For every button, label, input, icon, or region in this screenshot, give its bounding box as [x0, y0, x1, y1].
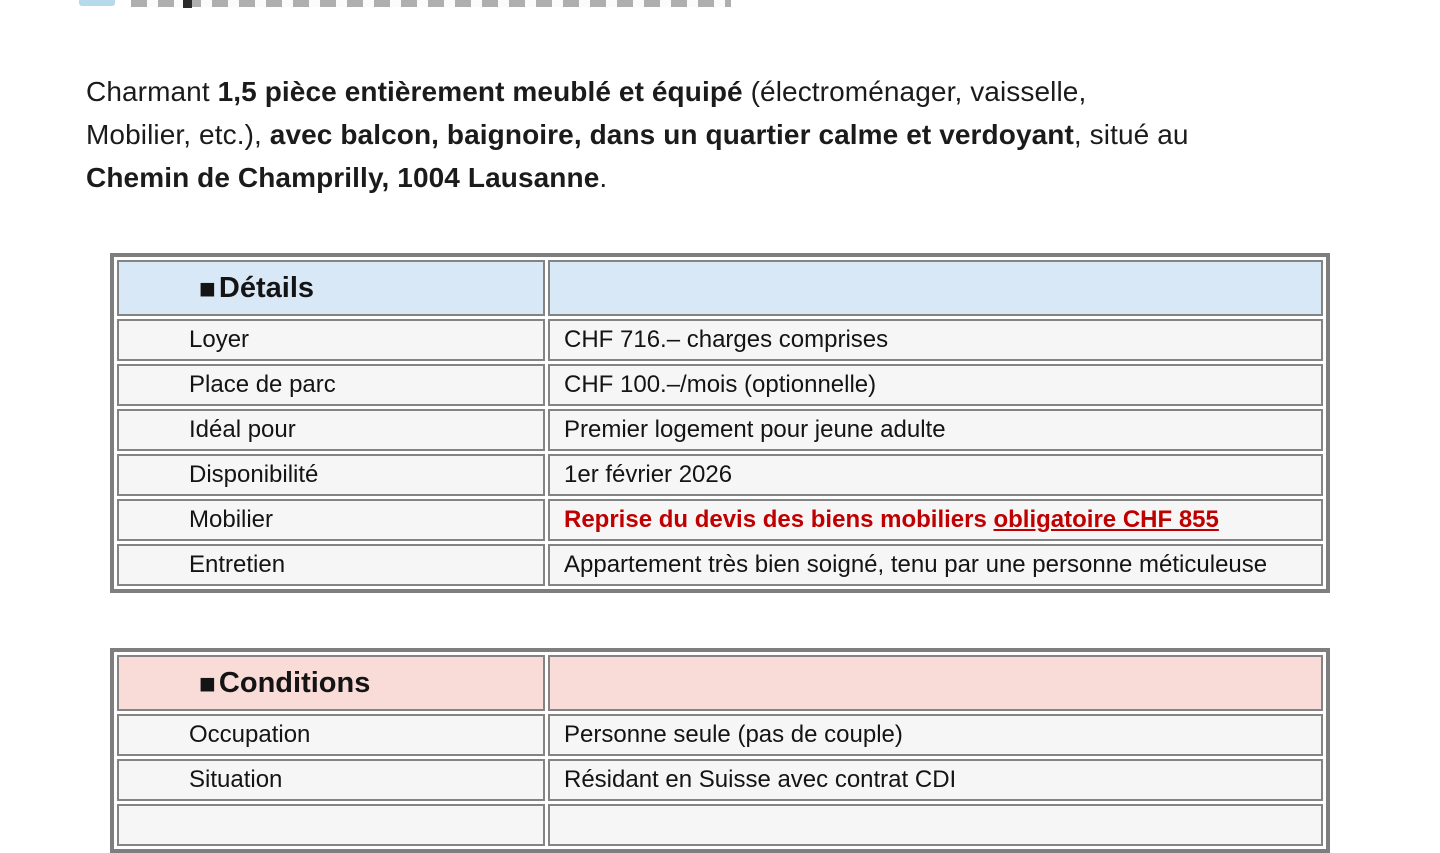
table-row [117, 319, 1323, 361]
row-label: Mobilier [117, 499, 545, 541]
details-table [110, 253, 1330, 593]
conditions-header-cell [117, 655, 545, 711]
description-segment: (électroménager, vaisselle, [742, 76, 1087, 107]
conditions-table [110, 648, 1330, 853]
row-value: Appartement très bien soigné, tenu par une personne méticuleuse [548, 544, 1323, 586]
row-value-warning [548, 499, 1323, 541]
details-header-empty-cell [548, 260, 1323, 316]
row-value: CHF 716.– charges comprises [548, 319, 1323, 361]
details-header-cell [117, 260, 545, 316]
address-text: Chemin de Champrilly, 1004 Lausanne [86, 162, 600, 193]
row-value: Premier logement pour jeune adulte [548, 409, 1323, 451]
warning-underlined-text: obligatoire CHF 855 [993, 506, 1219, 533]
row-value: Personne seule (pas de couple) [548, 714, 1323, 756]
table-row [117, 409, 1323, 451]
row-label: Place de parc [117, 364, 545, 406]
description-segment: , situé au [1073, 119, 1189, 150]
details-header-row [117, 260, 1323, 316]
description-segment-bold: 1,5 pièce entièrement meublé et équipé [217, 76, 743, 107]
black-square-icon: ■ [199, 272, 216, 304]
row-label: Situation [117, 759, 545, 801]
row-value [548, 804, 1323, 846]
description-segment-bold: avec balcon, baignoire, dans un quartier calme et verdoyant [269, 119, 1074, 150]
row-label: Disponibilité [117, 454, 545, 496]
row-value: Résidant en Suisse avec contrat CDI [548, 759, 1323, 801]
details-title: Détails [218, 271, 315, 304]
table-row [117, 544, 1323, 586]
row-label [117, 804, 545, 846]
warning-text: Reprise du devis des biens mobiliers [564, 506, 994, 533]
row-label: Idéal pour [117, 409, 545, 451]
table-row-partial [117, 804, 1323, 846]
cut-off-heading-fragment [131, 0, 731, 7]
black-square-icon: ■ [199, 667, 216, 699]
table-row [117, 759, 1323, 801]
row-label: Loyer [117, 319, 545, 361]
description-segment: . [599, 162, 608, 193]
table-row [117, 714, 1323, 756]
description-segment: Charmant [86, 76, 218, 107]
conditions-header-empty-cell [548, 655, 1323, 711]
row-value: 1er février 2026 [548, 454, 1323, 496]
conditions-title: Conditions [218, 666, 371, 699]
row-label: Entretien [117, 544, 545, 586]
table-row [117, 454, 1323, 496]
cut-off-heading-blue-fragment [79, 0, 115, 6]
table-row-mobilier [117, 499, 1323, 541]
conditions-header-row [117, 655, 1323, 711]
row-label: Occupation [117, 714, 545, 756]
row-value: CHF 100.–/mois (optionnelle) [548, 364, 1323, 406]
table-row [117, 364, 1323, 406]
description-segment: Mobilier, etc.), [86, 119, 270, 150]
listing-description [86, 70, 1356, 199]
cut-off-heading-fragment-dot [183, 0, 192, 8]
